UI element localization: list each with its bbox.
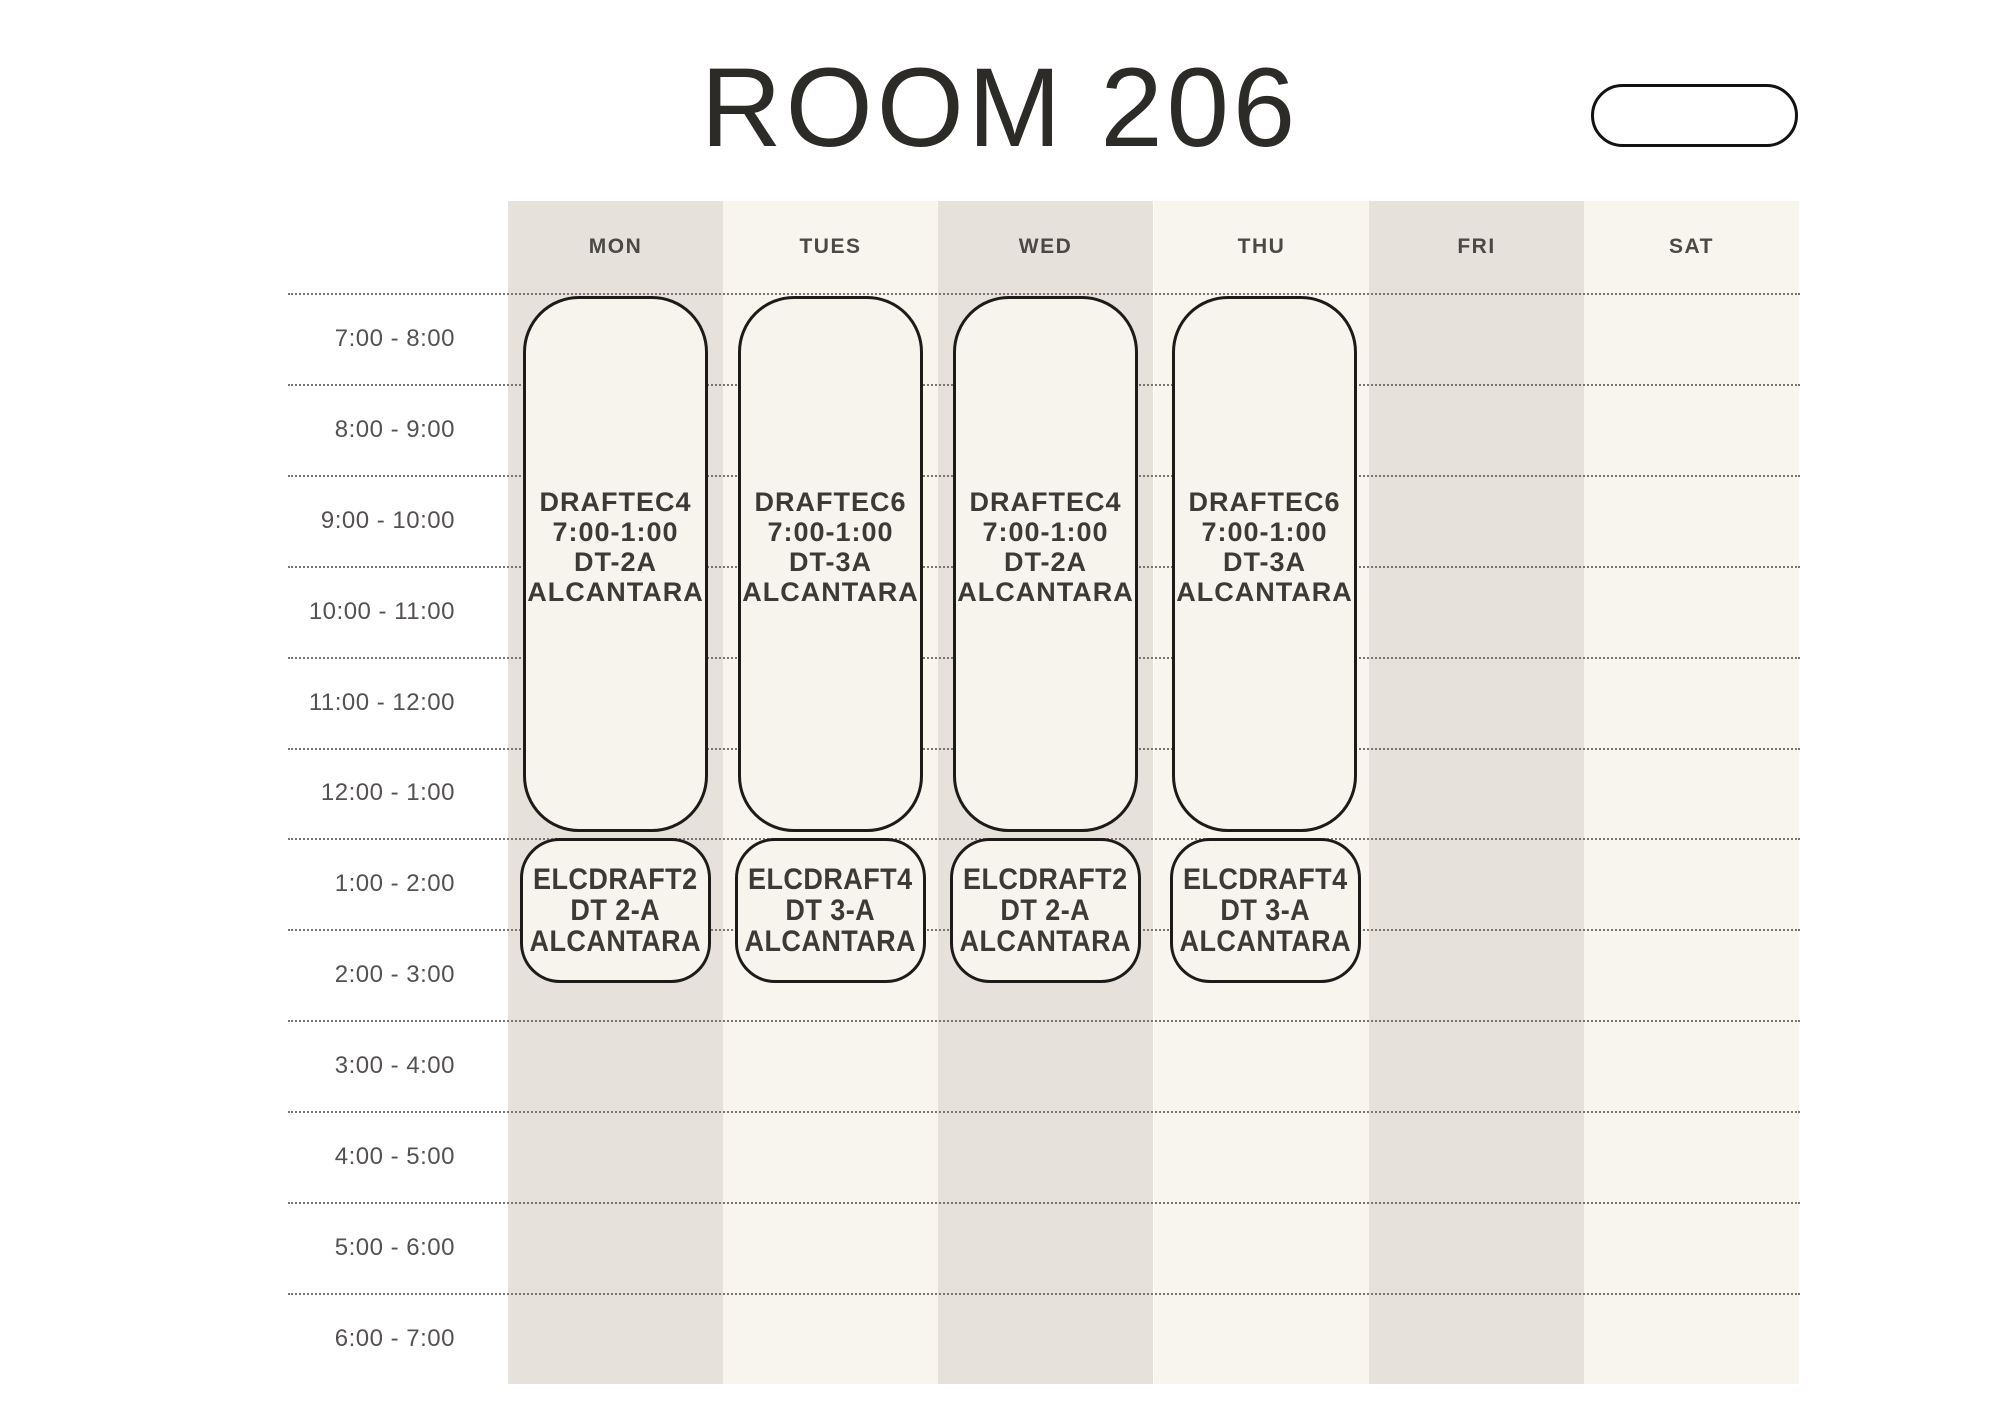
gridline	[288, 1202, 1800, 1204]
gridline	[288, 293, 1800, 295]
event-thu-afternoon	[1170, 838, 1361, 983]
day-header-wed: WED	[1018, 235, 1073, 258]
event-text: ELCDRAFT2 DT 2-A ALCANTARA	[529, 863, 702, 958]
event-thu-morning	[1172, 296, 1357, 832]
day-header-mon: MON	[588, 235, 643, 258]
event-text: ELCDRAFT4 DT 3-A ALCANTARA	[1179, 863, 1352, 958]
time-slot-label: 11:00 - 12:00	[308, 688, 455, 716]
gridline	[288, 1020, 1800, 1022]
event-text: DRAFTEC4 7:00-1:00 DT-2A ALCANTARA	[957, 487, 1134, 607]
event-text: ELCDRAFT2 DT 2-A ALCANTARA	[959, 863, 1132, 958]
time-slot-label: 12:00 - 1:00	[320, 779, 455, 806]
day-column-sat	[1584, 201, 1799, 1384]
day-header-fri: FRI	[1457, 235, 1496, 258]
event-wed-afternoon	[950, 838, 1141, 983]
time-slot-label: 4:00 - 5:00	[334, 1142, 455, 1170]
time-slot-label: 9:00 - 10:00	[320, 506, 455, 534]
event-mon-afternoon	[520, 838, 711, 983]
event-text: DRAFTEC4 7:00-1:00 DT-2A ALCANTARA	[527, 487, 704, 607]
time-slot-label: 5:00 - 6:00	[334, 1233, 455, 1261]
time-slot-label: 1:00 - 2:00	[334, 869, 455, 897]
time-slot-label: 2:00 - 3:00	[334, 960, 455, 988]
event-text: DRAFTEC6 7:00-1:00 DT-3A ALCANTARA	[742, 487, 919, 607]
time-slot-label: 8:00 - 9:00	[334, 415, 455, 443]
gridline	[288, 1111, 1800, 1113]
event-tues-afternoon	[735, 838, 926, 983]
day-column-fri	[1369, 201, 1584, 1384]
page-title: ROOM 206	[700, 45, 1300, 170]
gridline	[288, 1293, 1800, 1295]
day-header-sat: SAT	[1669, 235, 1714, 258]
time-slot-label: 10:00 - 11:00	[308, 597, 455, 625]
event-tues-morning	[738, 296, 923, 832]
event-text: ELCDRAFT4 DT 3-A ALCANTARA	[744, 863, 917, 958]
day-header-tues: TUES	[799, 235, 862, 258]
day-header-thu: THU	[1237, 235, 1286, 258]
blank-name-pill	[1591, 84, 1798, 147]
event-text: DRAFTEC6 7:00-1:00 DT-3A ALCANTARA	[1176, 487, 1353, 607]
event-wed-morning	[953, 296, 1138, 832]
event-mon-morning	[523, 296, 708, 832]
time-slot-label: 3:00 - 4:00	[334, 1051, 455, 1079]
time-slot-label: 6:00 - 7:00	[334, 1324, 455, 1352]
time-slot-label: 7:00 - 8:00	[334, 324, 455, 352]
